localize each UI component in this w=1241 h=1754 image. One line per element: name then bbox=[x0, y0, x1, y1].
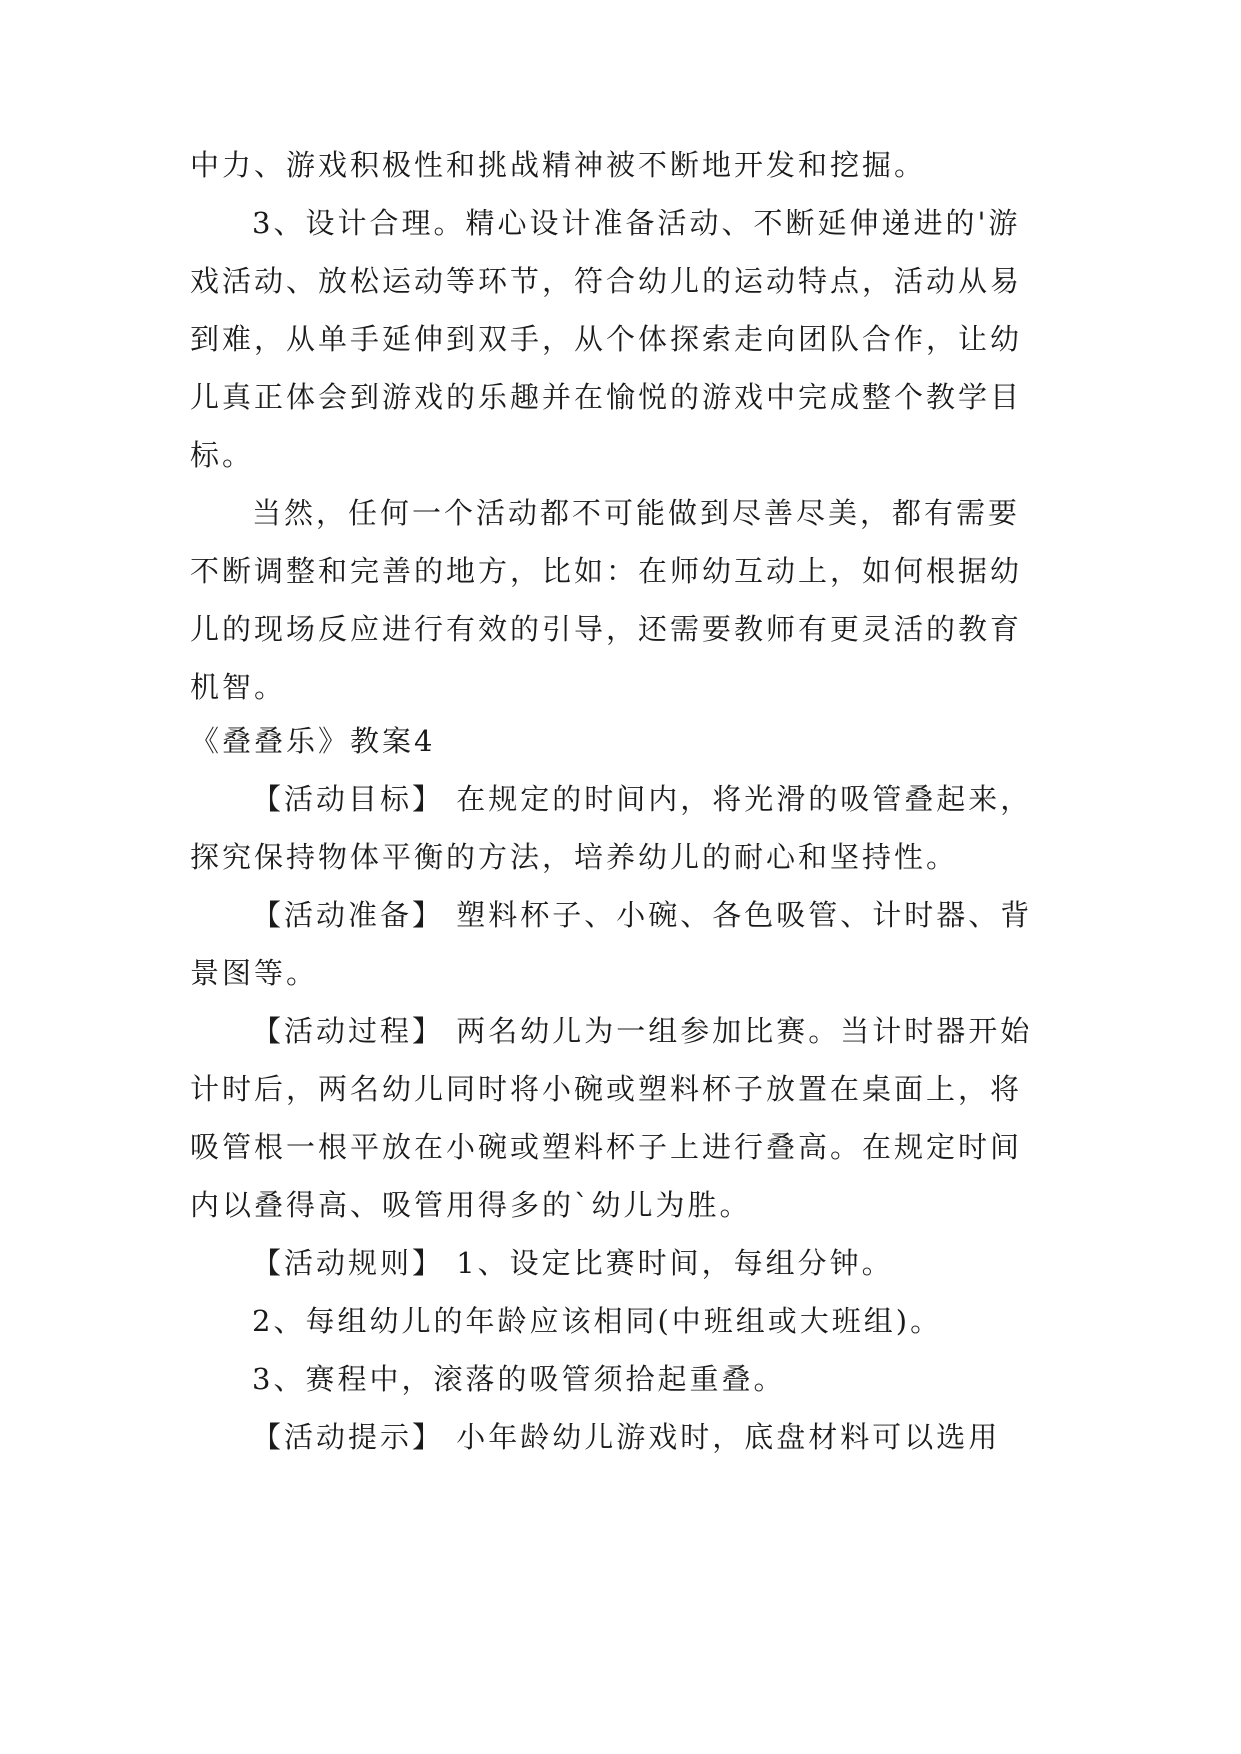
activity-tips: 【活动提示】 小年龄幼儿游戏时，底盘材料可以选用 bbox=[252, 1420, 1001, 1454]
activity-preparation: 【活动准备】 塑料杯子、小碗、各色吸管、计时器、背景图等。 bbox=[190, 898, 1033, 990]
lesson-title: 《叠叠乐》教案4 bbox=[190, 724, 436, 758]
activity-process: 【活动过程】 两名幼儿为一组参加比赛。当计时器开始计时后，两名幼儿同时将小碗或塑料杯子放置在桌面上，将吸管根一根平放在小碗或塑料杯子上进行叠高。在规定时间内以叠得高、吸管用得多的`幼儿为胜。 bbox=[190, 1014, 1033, 1222]
paragraph-design-reasonable: 3、设计合理。精心设计准备活动、不断延伸递进的'游戏活动、放松运动等环节，符合幼儿的运动特点，活动从易到难，从单手延伸到双手，从个体探索走向团队合作，让幼儿真正体会到游戏的乐趣并在愉悦的游戏中完成整个教学目标。 bbox=[190, 206, 1023, 472]
activity-goal: 【活动目标】 在规定的时间内，将光滑的吸管叠起来，探究保持物体平衡的方法，培养幼儿的耐心和坚持性。 bbox=[190, 782, 1033, 874]
activity-rules-3: 3、赛程中，滚落的吸管须拾起重叠。 bbox=[252, 1362, 786, 1396]
section-lesson-plan-4 bbox=[190, 712, 1046, 1466]
activity-rules-2: 2、每组幼儿的年龄应该相同(中班组或大班组)。 bbox=[252, 1304, 943, 1338]
paragraph-reflection: 当然，任何一个活动都不可能做到尽善尽美，都有需要不断调整和完善的地方，比如：在师幼互动上，如何根据幼儿的现场反应进行有效的引导，还需要教师有更灵活的教育机智。 bbox=[190, 496, 1023, 704]
section-continuation bbox=[190, 136, 1046, 716]
activity-rules-1: 【活动规则】 1、设定比赛时间，每组分钟。 bbox=[252, 1246, 894, 1280]
paragraph-continued: 中力、游戏积极性和挑战精神被不断地开发和挖掘。 bbox=[190, 148, 927, 182]
